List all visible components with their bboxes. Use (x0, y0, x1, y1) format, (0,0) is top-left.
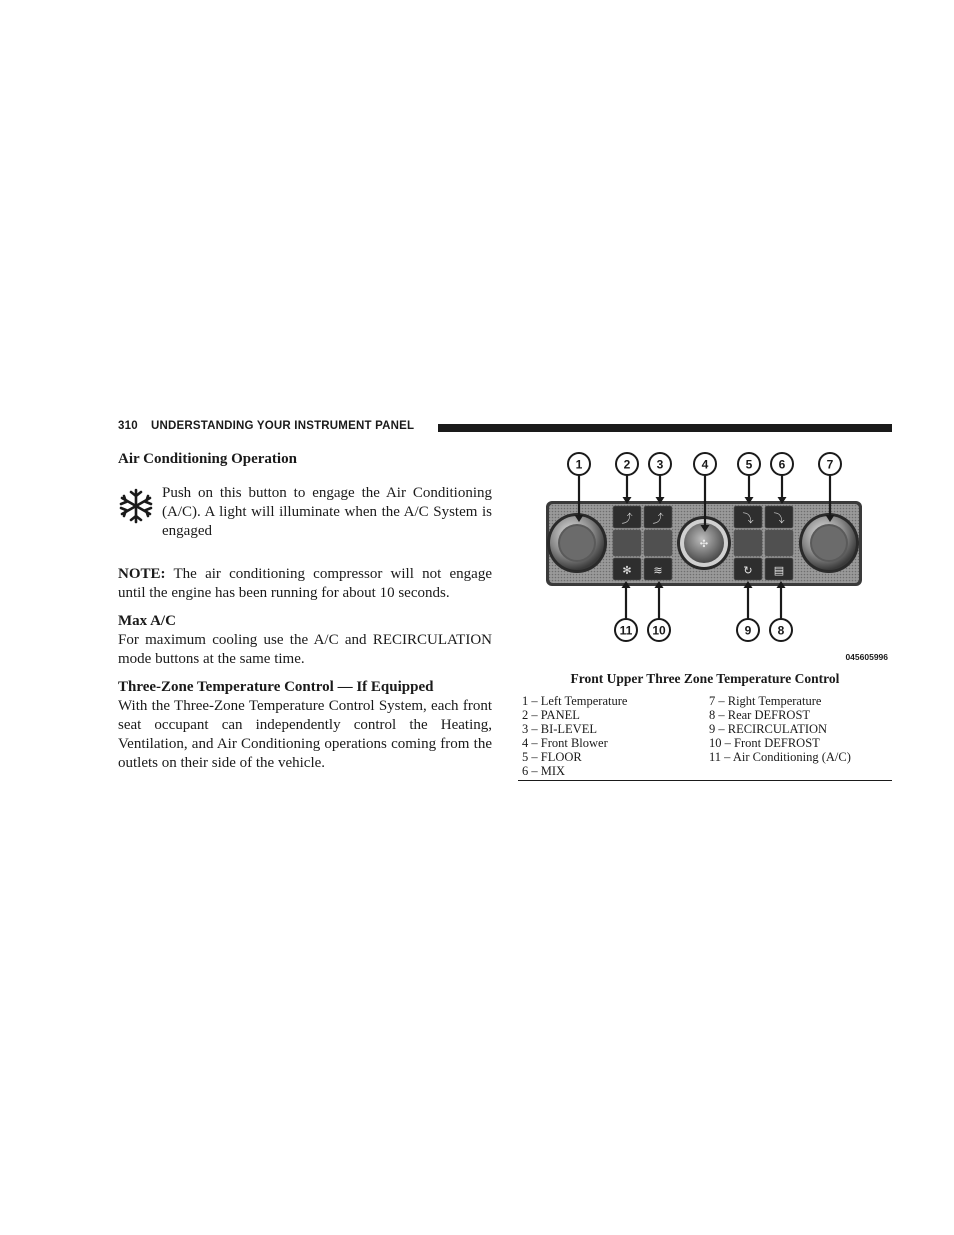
legend-item: 5 – FLOOR (522, 750, 582, 764)
section-heading-max-ac: Max A/C (118, 613, 176, 629)
legend-item: 7 – Right Temperature (709, 694, 822, 708)
note-paragraph (118, 565, 492, 603)
right-temperature-knob (799, 513, 859, 573)
callout-3 (649, 453, 671, 504)
svg-text:4: 4 (701, 457, 709, 472)
callout-9 (737, 581, 759, 641)
svg-text:2: 2 (623, 457, 631, 472)
legend-item: 9 – RECIRCULATION (709, 722, 828, 736)
legend-item: 3 – BI-LEVEL (522, 722, 597, 736)
legend-item: 11 – Air Conditioning (A/C) (709, 750, 851, 764)
rear-defrost-icon: ▤ (773, 564, 785, 577)
svg-text:1: 1 (575, 457, 583, 472)
callout-10 (648, 581, 670, 641)
section-heading-ac: Air Conditioning Operation (118, 451, 297, 467)
callout-2 (616, 453, 638, 504)
section-heading-three-zone: Three-Zone Temperature Control — If Equipped (118, 679, 434, 695)
ac-description: Push on this button to engage the Air Conditioning (A/C). A light will illuminate when the A/C System is engaged (162, 485, 492, 539)
legend-item: 8 – Rear DEFROST (709, 708, 811, 722)
page-title: UNDERSTANDING YOUR INSTRUMENT PANEL (151, 420, 415, 432)
callout-6 (771, 453, 793, 504)
legend-item: 4 – Front Blower (522, 736, 608, 750)
panel-mode-icon: ⤴ (621, 512, 633, 525)
figure-code: 045605996 (845, 652, 888, 662)
legend-item: 10 – Front DEFROST (709, 736, 820, 750)
legend-column-1 (522, 694, 627, 778)
front-defrost-icon: ≋ (653, 564, 663, 577)
legend-rule (518, 780, 892, 781)
svg-text:5: 5 (745, 457, 753, 472)
mix-mode-icon: ⤵ (773, 512, 785, 525)
three-zone-text: With the Three-Zone Temperature Control System, each front seat occupant can independently control the Heating, Ventilation, and Air Conditioning operations coming from the outlets on their side of the vehicle. (118, 698, 492, 771)
svg-text:✣: ✣ (699, 539, 709, 550)
callout-5 (738, 453, 760, 504)
recirculation-icon: ↻ (743, 564, 753, 577)
climate-control-figure (518, 450, 892, 670)
callouts-bottom (615, 581, 792, 641)
callout-8 (770, 581, 792, 641)
svg-text:3: 3 (656, 457, 664, 472)
callout-11 (615, 581, 637, 641)
page-header (118, 420, 892, 436)
figure-caption: Front Upper Three Zone Temperature Control (570, 671, 840, 686)
floor-mode-icon: ⤵ (742, 512, 754, 525)
ac-button-icon: ✻ (622, 564, 632, 577)
left-temperature-knob (547, 513, 607, 573)
svg-text:11: 11 (619, 623, 633, 638)
ac-block (118, 484, 492, 541)
legend-item: 2 – PANEL (522, 708, 580, 722)
bilevel-mode-icon: ⤴ (652, 512, 664, 525)
page-number: 310 (118, 420, 138, 432)
left-column (118, 450, 492, 773)
svg-text:9: 9 (744, 623, 752, 638)
svg-text:7: 7 (826, 457, 834, 472)
svg-text:10: 10 (652, 623, 666, 638)
max-ac-text: For maximum cooling use the A/C and RECIRCULATION mode buttons at the same time. (118, 632, 492, 667)
header-rule (438, 424, 892, 432)
svg-text:8: 8 (777, 623, 785, 638)
svg-text:6: 6 (778, 457, 786, 472)
legend-item: 6 – MIX (522, 764, 566, 778)
note-text: The air conditioning compressor will not engage until the engine has been running for about 10 seconds. (118, 566, 492, 601)
snowflake-icon (118, 488, 154, 524)
legend-item: 1 – Left Temperature (522, 694, 628, 708)
note-label: NOTE: (118, 566, 166, 582)
legend-column-2 (709, 694, 851, 764)
